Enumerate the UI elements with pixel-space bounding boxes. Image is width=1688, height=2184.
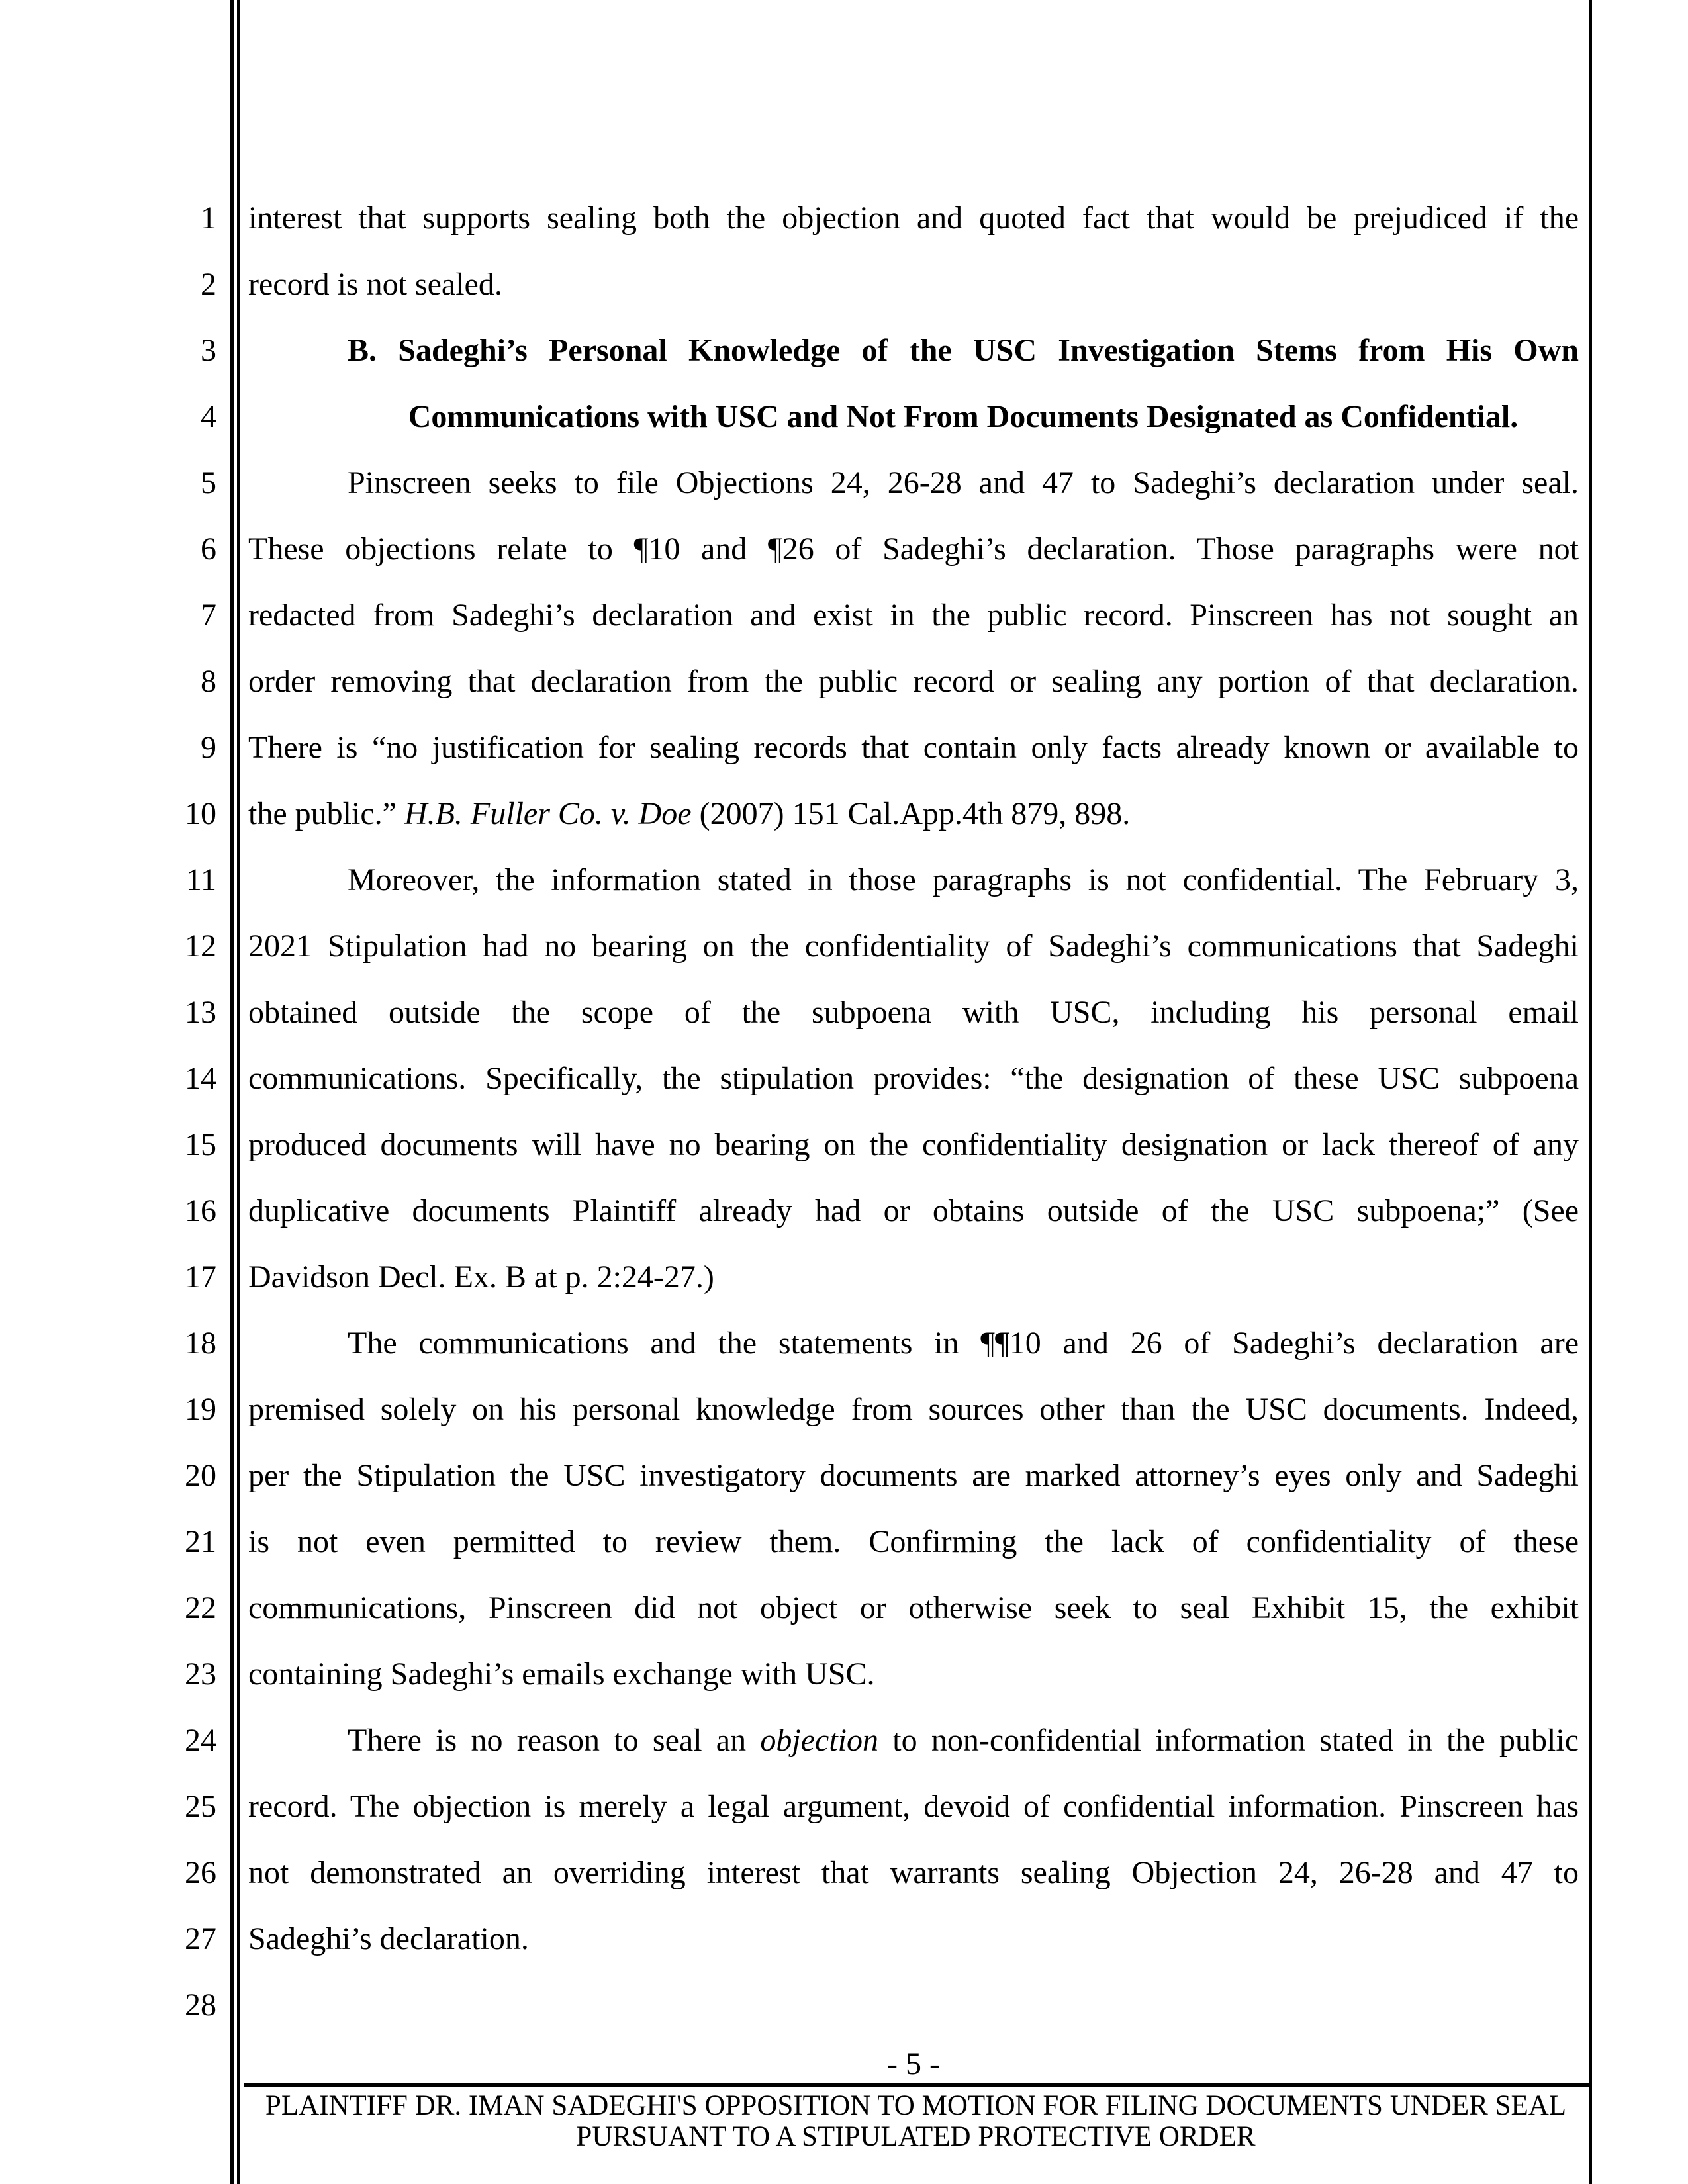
line-number: 7 [201, 598, 216, 633]
document-line [0, 185, 1589, 251]
line-number: 3 [201, 333, 216, 368]
document-line [0, 450, 1589, 516]
document-line [0, 1906, 1589, 1972]
line-number: 11 [185, 862, 216, 897]
text-segment: containing Sadeghi’s emails exchange with USC. [248, 1657, 875, 1692]
italic-text: objection [760, 1723, 878, 1758]
text-segment: duplicative documents Plaintiff already had or obtains outside of the USC subpoena;” (See [248, 1193, 1579, 1228]
document-line [0, 1509, 1589, 1575]
text-segment: Davidson Decl. Ex. B at p. 2:24-27.) [248, 1259, 714, 1295]
document-line [0, 1046, 1589, 1112]
line-text [248, 1310, 1579, 1377]
document-line [0, 1840, 1589, 1906]
line-number: 18 [185, 1326, 216, 1361]
line-text [248, 1575, 1579, 1641]
line-number: 12 [185, 929, 216, 964]
page-number: - 5 - [887, 2046, 940, 2081]
text-segment: Pinscreen seeks to file Objections 24, 26-28 and 47 to Sadeghi’s declaration under seal. [348, 465, 1579, 500]
line-text [248, 1774, 1579, 1840]
line-text [248, 781, 1579, 847]
text-segment: record is not sealed. [248, 267, 502, 302]
line-text [248, 1707, 1579, 1774]
footer-title-line1: PLAINTIFF DR. IMAN SADEGHI'S OPPOSITION TO MOTION FOR FILING DOCUMENTS UNDER SEAL [265, 2090, 1567, 2121]
line-text [248, 1046, 1579, 1112]
line-number: 21 [185, 1524, 216, 1559]
text-segment: order removing that declaration from the public record or sealing any portion of that declaration. [248, 664, 1579, 699]
right-rule [1589, 0, 1592, 2184]
document-line [0, 847, 1589, 913]
line-number: 13 [185, 995, 216, 1030]
document-line [0, 582, 1589, 649]
line-text [248, 1972, 1579, 2038]
text-segment: record. The objection is merely a legal argument, devoid of confidential information. Pinscreen has [248, 1789, 1579, 1824]
line-number: 17 [185, 1259, 216, 1295]
document-line [0, 1112, 1589, 1178]
line-text [248, 384, 1579, 450]
document-line [0, 1443, 1589, 1509]
line-number: 9 [201, 730, 216, 765]
text-segment: B. Sadeghi’s Personal Knowledge of the USC Investigation Stems from His Own [348, 333, 1579, 368]
line-number: 10 [185, 796, 216, 831]
text-segment: is not even permitted to review them. Confirming the lack of confidentiality of these [248, 1524, 1579, 1559]
italic-text: H.B. Fuller Co. v. Doe [404, 796, 692, 831]
text-segment: These objections relate to ¶10 and ¶26 of Sadeghi’s declaration. Those paragraphs were not [248, 531, 1579, 567]
document-line [0, 715, 1589, 781]
line-text [248, 913, 1579, 979]
text-segment: interest that supports sealing both the objection and quoted fact that would be prejudiced if the [248, 201, 1579, 236]
line-number: 26 [185, 1855, 216, 1890]
line-number: 15 [185, 1127, 216, 1162]
document-line [0, 1774, 1589, 1840]
line-number: 1 [201, 201, 216, 236]
line-text [248, 1840, 1579, 1906]
line-text [248, 450, 1579, 516]
document-line [0, 1310, 1589, 1377]
line-number: 6 [201, 531, 216, 567]
text-segment: Communications with USC and Not From Documents Designated as Confidential. [408, 399, 1519, 434]
line-text [248, 847, 1579, 913]
line-number: 24 [185, 1723, 216, 1758]
document-line [0, 384, 1589, 450]
line-number: 4 [201, 399, 216, 434]
line-number: 28 [185, 1987, 216, 2023]
line-text [248, 715, 1579, 781]
text-segment: premised solely on his personal knowledge from sources other than the USC documents. Indeed, [248, 1392, 1579, 1427]
line-number: 19 [185, 1392, 216, 1427]
text-segment: produced documents will have no bearing on the confidentiality designation or lack thereof of any [248, 1127, 1579, 1162]
document-line [0, 1377, 1589, 1443]
line-text [248, 1112, 1579, 1178]
text-segment: obtained outside the scope of the subpoena with USC, including his personal email [248, 995, 1579, 1030]
pleading-lines [0, 185, 1589, 2038]
line-number: 25 [185, 1789, 216, 1824]
text-segment: There is no reason to seal an [348, 1723, 761, 1758]
document-line [0, 318, 1589, 384]
text-segment: 2021 Stipulation had no bearing on the confidentiality of Sadeghi’s communications that Sadeghi [248, 929, 1579, 964]
line-text [248, 1509, 1579, 1575]
line-number: 16 [185, 1193, 216, 1228]
text-segment: The communications and the statements in ¶¶10 and 26 of Sadeghi’s declaration are [348, 1326, 1579, 1361]
document-line [0, 913, 1589, 979]
document-line [0, 1575, 1589, 1641]
line-text [248, 185, 1579, 251]
footer-title [243, 2090, 1589, 2152]
document-line [0, 1707, 1589, 1774]
line-text [248, 1443, 1579, 1509]
line-text [248, 1244, 1579, 1310]
line-text [248, 649, 1579, 715]
document-line [0, 516, 1589, 582]
text-segment: the public.” [248, 796, 404, 831]
text-segment: Moreover, the information stated in those paragraphs is not confidential. The February 3, [348, 862, 1579, 897]
footer-rule [244, 2083, 1589, 2087]
document-line [0, 1178, 1589, 1244]
line-text [248, 1377, 1579, 1443]
line-text [248, 251, 1579, 318]
line-number: 5 [201, 465, 216, 500]
text-segment: redacted from Sadeghi’s declaration and exist in the public record. Pinscreen has not sought an [248, 598, 1579, 633]
text-segment: Sadeghi’s declaration. [248, 1921, 529, 1956]
footer-title-line2: PURSUANT TO A STIPULATED PROTECTIVE ORDER [576, 2121, 1256, 2152]
text-segment: There is “no justification for sealing records that contain only facts already known or available to [248, 730, 1579, 765]
document-line [0, 1972, 1589, 2038]
document-line [0, 649, 1589, 715]
line-text [248, 516, 1579, 582]
document-line [0, 251, 1589, 318]
line-number: 2 [201, 267, 216, 302]
line-number: 20 [185, 1458, 216, 1493]
text-segment: communications, Pinscreen did not object or otherwise seek to seal Exhibit 15, the exhibit [248, 1590, 1579, 1625]
line-text [248, 1178, 1579, 1244]
text-segment: communications. Specifically, the stipulation provides: “the designation of these USC subpoena [248, 1061, 1579, 1096]
line-text [248, 582, 1579, 649]
text-segment: per the Stipulation the USC investigatory documents are marked attorney’s eyes only and Sadeghi [248, 1458, 1579, 1493]
document-line [0, 979, 1589, 1046]
line-number: 27 [185, 1921, 216, 1956]
line-text [248, 1906, 1579, 1972]
line-number: 22 [185, 1590, 216, 1625]
text-segment: not demonstrated an overriding interest that warrants sealing Objection 24, 26-28 and 47 to [248, 1855, 1579, 1890]
line-number: 8 [201, 664, 216, 699]
text-segment: to non-confidential information stated in the public [878, 1723, 1579, 1758]
document-line [0, 1244, 1589, 1310]
line-text [248, 979, 1579, 1046]
line-text [248, 318, 1579, 384]
document-line [0, 1641, 1589, 1707]
line-text [248, 1641, 1579, 1707]
text-segment: (2007) 151 Cal.App.4th 879, 898. [691, 796, 1131, 831]
line-number: 14 [185, 1061, 216, 1096]
line-number: 23 [185, 1657, 216, 1692]
document-line [0, 781, 1589, 847]
